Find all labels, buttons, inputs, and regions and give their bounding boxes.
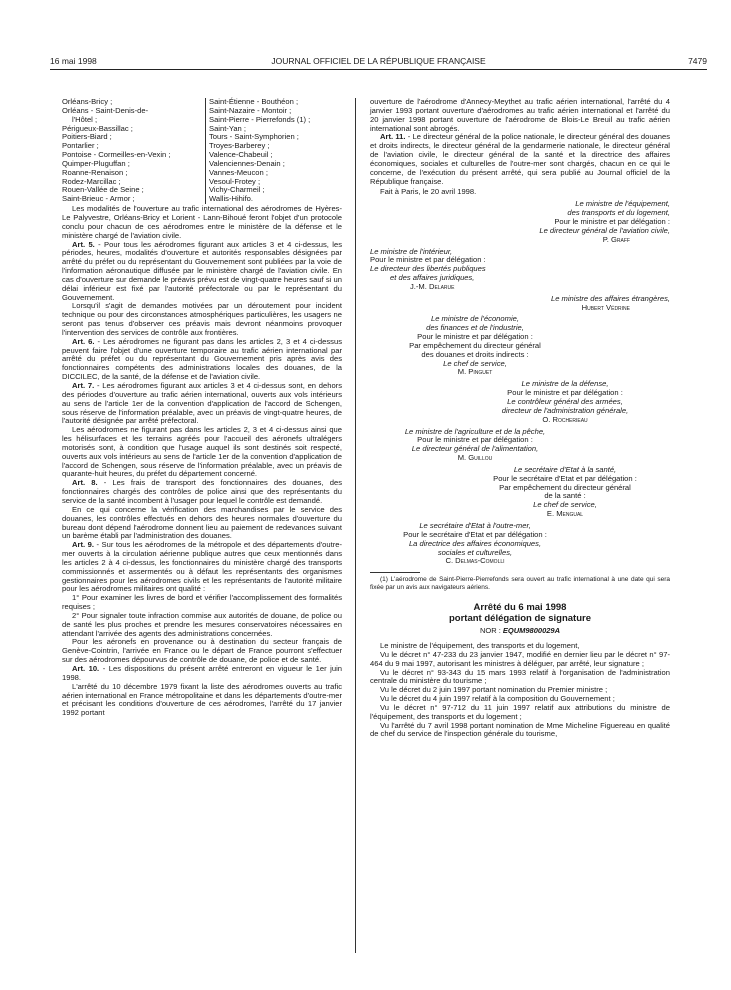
signatory-title: Le directeur général de l'aviation civile,: [539, 225, 670, 235]
right-column: [370, 98, 670, 739]
signatory-title: sociales et culturelles,: [437, 547, 513, 557]
delegation-line: de la santé :: [544, 491, 586, 501]
arrete-title: Arrêté du 6 mai 1998: [473, 602, 567, 614]
delegation-line: Pour le secrétaire d'Etat et par délégation :: [403, 529, 547, 539]
signature-block: [370, 522, 580, 566]
article-text: - Les frais de transport des fonctionnaires des douanes, des fonctionnaires chargés des contrôles de police ainsi que des représentants du service de la santé incombent à l'usager pour lequel le contrôle est demandé.: [62, 478, 342, 505]
footnote: (1) L'aérodrome de Saint-Pierre-Pierrefonds sera ouvert au trafic international à une date qui sera fixée par un avis aux navigateurs aériens.: [370, 576, 670, 592]
paragraph: Vu l'arrêté du 7 avril 1998 portant nomination de Mme Micheline Figuereau en qualité de chef du service de l'inspection générale du tourisme,: [370, 720, 670, 739]
header-page-number: 7479: [688, 56, 707, 66]
left-column: [62, 98, 342, 718]
signatory-title: des finances et de l'industrie,: [426, 323, 524, 333]
delegation-line: Pour le ministre et par délégation :: [417, 332, 533, 342]
paragraph: Vu le décret n° 97-712 du 11 juin 1997 relatif aux attributions du ministre de l'équipement, des transports et du logement ;: [370, 702, 670, 721]
paragraph: Vu le décret du 2 juin 1997 portant nomination du Premier ministre ;: [380, 685, 608, 695]
list-item: Wallis-Hihifo.: [209, 194, 254, 204]
list-item: Orléans-Bricy ;: [62, 97, 113, 106]
paragraph: Vu le décret n° 93-343 du 15 mars 1993 relatif à l'organisation de l'administration centrale du ministère du tourisme ;: [370, 667, 670, 686]
article-6: [62, 338, 342, 382]
paragraph: Vu le décret du 4 juin 1997 relatif à la composition du Gouvernement ;: [380, 694, 615, 704]
signatory-name: O. Rocherieau: [542, 414, 588, 424]
signatory-name: E. Mengual: [546, 509, 584, 519]
article-8: [62, 479, 342, 506]
signatory-title: Le ministre de l'équipement,: [575, 199, 670, 209]
delegation-line: Pour le ministre et par délégation :: [507, 388, 623, 398]
paragraph: 2° Pour signaler toute infraction commise aux autorités de douane, de police ou de santé les plus proches et prendre les mesures conservatoires nécessaires en attendant l'arrivée des agents des administrations concernées.: [62, 610, 342, 638]
article-text: - Les aérodromes ne figurant pas dans les articles 2, 3 et 4 ci-dessus peuvent faire l'objet d'une ouverture temporaire au trafic aérien international par arrêté du préfet ou du représentant du Gouvernement pris après avis des fonctionnaires compétents des administrations locales des douanes, de la DICCILEC, de la santé, de la défense et de l'aviation civile.: [62, 336, 342, 382]
list-item: Vesoul-Frotey ;: [209, 176, 261, 186]
nor-label: NOR :: [479, 626, 503, 636]
list-item: Saint-Nazaire - Montoir ;: [209, 105, 292, 115]
list-item: Pontarlier ;: [62, 141, 99, 151]
article-7: [62, 382, 342, 426]
signatory-title: Le secrétaire d'Etat à la santé,: [513, 464, 617, 474]
signatory-name: M. Guillou: [457, 453, 493, 463]
header-rule: [50, 69, 707, 70]
signatory-name: J.-M. Delarue: [410, 281, 455, 291]
article-label: Art. 5.: [72, 239, 95, 249]
list-item: Rodez-Marcillac ;: [62, 176, 121, 186]
paragraph: ouverture de l'aérodrome d'Annecy-Meythet au trafic aérien international, l'arrêté du 4 janvier 1993 portant ouverture d'aérodromes au trafic aérien international et l'arrêté du 20 janvier 1998 portant ouverture de l'aérodrome de Blois-Le Breuil au trafic aérien international sont abrogés.: [370, 97, 670, 133]
delegation-line: des douanes et droits indirects :: [421, 349, 529, 359]
signatory-title: La directrice des affaires économiques,: [408, 538, 542, 548]
signatory-title: Le ministre de l'agriculture et de la pêche,: [404, 426, 546, 436]
signatory-title: Le directeur général de l'alimentation,: [411, 444, 539, 454]
paragraph: Vu le décret n° 47-233 du 23 janvier 1947, modifié en dernier lieu par le décret n° 97-464 du 9 mai 1997, autorisant les ministres à déléguer, par arrêté, leur signature ;: [370, 649, 670, 668]
signatory-title: Le contrôleur général des armées,: [507, 397, 623, 406]
list-item: Poitiers-Biard ;: [62, 132, 112, 142]
nor-reference: [370, 627, 670, 636]
signing-date: Fait à Paris, le 20 avril 1998.: [380, 187, 477, 197]
nor-code: EQUM9800029A: [502, 626, 561, 636]
article-10: [62, 665, 342, 683]
list-item: Périgueux-Bassillac ;: [62, 123, 133, 133]
paragraph: Le ministre de l'équipement, des transports et du logement,: [380, 641, 580, 651]
paragraph: Pour les aéronefs en provenance ou à destination du secteur français de Genève-Cointrin, l'arrivée en France ou le départ de France pourront s'effectuer sur des aérodromes dépourvus de contrôle de douane, de police et de santé.: [62, 637, 342, 665]
list-item: Tours - Saint-Symphorien ;: [209, 132, 299, 142]
list-item: Orléans - Saint-Denis-de-: [62, 105, 149, 115]
signatory-title: Le secrétaire d'Etat à l'outre-mer,: [419, 520, 531, 530]
signatory-title: Le chef de service,: [533, 500, 597, 510]
list-item: Quimper-Pluguffan ;: [62, 158, 130, 168]
paragraph: L'arrêté du 10 décembre 1979 fixant la liste des aérodromes ouverts au trafic aérien international en France métropolitaine et dans les départements d'outre-mer et précisant les conditions d'ouverture de ces aérodromes, l'arrêté du 17 janvier 1992 portant: [62, 681, 342, 718]
article-text: - Pour tous les aérodromes figurant aux articles 3 et 4 ci-dessus, les périodes, heures, modalités d'ouverture et autorités responsables désignées par arrêté du préfet ou du représentant du Gouvernement sont publiées par la voie de l'information aéronautique diffusée par le ministère chargé de l'aviation civile. En cas d'ouverture sur demande le préavis prévu est de vingt-quatre heures sauf si un délai inférieur est fixé par l'autorité préfectorale ou par le représentant du Gouvernement.: [62, 239, 342, 302]
signature-block: [370, 200, 670, 244]
list-item: Saint-Yan ;: [209, 123, 247, 133]
article-11: [370, 133, 670, 186]
article-text: - Le directeur général de la police nationale, le directeur général des douanes et droits indirects, le directeur général de la gendarmerie nationale, le directeur général de l'aviation civile, le directeur général de la santé et la directrice des affaires économiques, sociales et culturelles de l'outre-mer sont chargés, chacun en ce qui le concerne, de l'exécution du présent arrêté, qui sera publié au Journal officiel de la République française.: [370, 132, 671, 186]
article-text: - Les aérodromes figurant aux articles 3 et 4 ci-dessus sont, en dehors des périodes d'ouverture au trafic aérien international, ouverts aux vols intérieurs au sens de l'article 1er de la convention d'application de l'accord de Schengen, sous réserve de l'information préalable, avec un préavis de vingt-quatre heures, de l'autorité désignée par arrêté préfectoral.: [62, 381, 343, 426]
article-label: Art. 8.: [72, 478, 98, 488]
list-item: Roanne-Renaison ;: [62, 167, 128, 177]
signatory-name: M. Pinguet: [457, 367, 493, 377]
paragraph: Les aérodromes ne figurant pas dans les articles 2, 3 et 4 ci-dessus ainsi que les hélisurfaces et les terrains agréés pour l'accueil des aéronefs ultralégers motorisés sont, à condition que l'usage auquel ils sont destinés soit respecté, ouverts aux vols intérieurs au sens de l'article 1er de la convention d'application de l'accord de Schengen, sous réserve de l'information préalable, avec un préavis de quarante-huit heures, du préfet du département concerné.: [62, 425, 342, 479]
signatory-title: Le ministre de l'économie,: [431, 314, 519, 324]
signatory-name: P. Graff: [602, 234, 630, 244]
page-header: [50, 56, 707, 68]
delegation-line: Pour le ministre et par délégation :: [370, 255, 486, 265]
aerodrome-list: [62, 98, 342, 204]
signature-block: [370, 295, 670, 313]
signatory-title: Le chef de service,: [443, 358, 507, 368]
signatory-title: des transports et du logement,: [567, 208, 670, 218]
footnote-rule: [370, 572, 420, 573]
header-date: 16 mai 1998: [50, 56, 97, 66]
list-item: Pontoise - Cormeilles-en-Vexin ;: [62, 150, 171, 160]
aerodrome-list-left: [62, 98, 195, 204]
list-item: Rouen-Vallée de Seine ;: [62, 185, 144, 195]
article-9: [62, 541, 342, 594]
list-item: Vichy-Charmeil ;: [209, 185, 265, 195]
article-label: Art. 7.: [72, 381, 95, 390]
column-divider: [355, 98, 356, 953]
signature-block: [370, 248, 670, 292]
article-text: - Les dispositions du présent arrêté entreront en vigueur le 1er juin 1998.: [62, 664, 342, 682]
signatory-name: Hubert Védrine: [581, 302, 630, 312]
delegation-line: Pour le ministre et par délégation :: [417, 435, 533, 445]
signatory-title: Le ministre de l'intérieur,: [370, 246, 453, 256]
article-label: Art. 11.: [380, 132, 406, 142]
delegation-line: Pour le ministre et par délégation :: [554, 216, 670, 226]
list-item: Saint-Étienne - Bouthéon ;: [209, 97, 299, 106]
list-item: Valenciennes-Denain ;: [209, 158, 285, 168]
delegation-line: Pour le secrétaire d'Etat et par délégation :: [493, 473, 637, 483]
signature-block: [370, 428, 580, 463]
signatory-title: Le ministre de la défense,: [521, 379, 609, 389]
article-label: Art. 10.: [72, 664, 100, 673]
list-divider: [205, 98, 206, 204]
aerodrome-list-right: [195, 98, 342, 204]
delegation-line: Par empêchement du directeur général: [499, 482, 631, 492]
signatory-title: Le ministre des affaires étrangères,: [550, 293, 670, 303]
signature-block: [460, 466, 670, 519]
article-text: - Sur tous les aérodromes de la métropole et des départements d'outre-mer ouverts à la circulation aérienne publique autres que ceux mentionnés dans les articles 2 à 4 ci-dessus, les fonctionnaires du ministère chargé des transports commissionnés et assermentés ou à défaut les représentants des organismes gestionnaires pour les aérodromes civils et les représentants de l'autorité militaire pour les aérodromes militaires ont qualité :: [62, 540, 342, 594]
signature-block: [460, 380, 670, 424]
signatory-name: C. Delmas-Comolli: [445, 556, 505, 566]
list-item: Saint-Brieuc - Armor ;: [62, 194, 135, 204]
delegation-line: Par empêchement du directeur général: [409, 340, 541, 350]
article-label: Art. 9.: [72, 540, 94, 550]
list-item: l'Hôtel ;: [72, 114, 98, 124]
article-5: [62, 241, 342, 303]
list-item: Saint-Pierre - Pierrefonds (1) ;: [209, 114, 311, 124]
list-item: Troyes-Barberey ;: [209, 141, 270, 151]
paragraph: Lorsqu'il s'agit de demandes motivées par un déroutement pour incident technique ou pour des circonstances atmosphériques particulières, les usagers ne seront pas tenus d'observer ces préavis mais devront néanmoins provoquer l'intervention des services de contrôle aux frontières.: [62, 301, 342, 337]
signature-block: [370, 315, 580, 377]
list-item: Vannes-Meucon ;: [209, 167, 268, 177]
article-label: Art. 6.: [72, 336, 95, 346]
paragraph: 1° Pour examiner les livres de bord et vérifier l'accomplissement des formalités requises ;: [62, 593, 342, 612]
signatory-title: directeur de l'administration générale,: [501, 405, 629, 415]
signatory-title: Le directeur des libertés publiques: [370, 264, 486, 274]
header-journal-title: JOURNAL OFFICIEL DE LA RÉPUBLIQUE FRANÇAISE: [271, 56, 486, 66]
paragraph: En ce qui concerne la vérification des marchandises par le service des douanes, les contrôles effectués en dehors des heures normales d'ouverture du bureau dont dépend l'aérodrome donnent lieu au paiement de redevances suivant un barème établi par l'administration des douanes.: [62, 504, 342, 541]
list-item: Valence-Chabeuil ;: [209, 150, 273, 160]
arrete-subtitle: portant délégation de signature: [449, 613, 591, 625]
signatory-title: et des affaires juridiques,: [390, 273, 475, 283]
paragraph: Les modalités de l'ouverture au trafic international des aérodromes de Hyères-Le Palyvestre, Orléans-Bricy et Lorient - Lann-Bihoué feront l'objet d'un protocole conclu pour chacun de ces aérodromes entre le ministère de la défense et le ministère chargé de l'aviation civile.: [62, 204, 342, 240]
